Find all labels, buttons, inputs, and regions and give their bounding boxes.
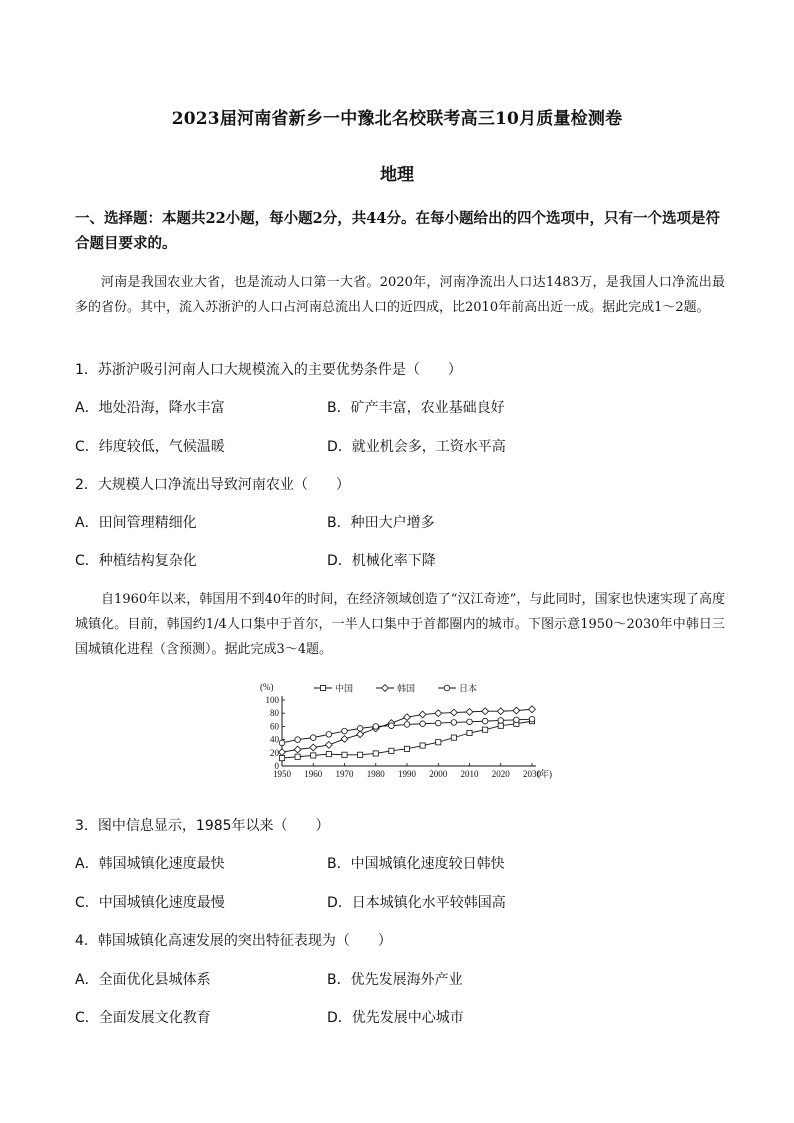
question-2-stem: 2．大规模人口净流出导致河南农业（ ） — [75, 477, 350, 493]
data-point-circle — [389, 723, 395, 729]
data-point-diamond — [294, 746, 301, 753]
y-tick-label: 40 — [270, 734, 279, 745]
data-point-diamond — [279, 749, 286, 756]
question-2-option-a[interactable]: A．田间管理精细化 — [75, 515, 197, 531]
x-tick-label: 1970 — [335, 769, 354, 779]
data-point-circle — [404, 722, 410, 728]
question-1-option-c[interactable]: C．纬度较低，气候温暖 — [75, 439, 225, 455]
data-point-circle — [467, 719, 473, 725]
question-4-option-a[interactable]: A．全面优化县城体系 — [75, 972, 211, 988]
data-point-square — [404, 746, 409, 751]
data-point-square — [451, 735, 456, 740]
subject-title: 地理 — [380, 165, 414, 185]
data-point-diamond — [310, 744, 317, 751]
y-tick-label: 20 — [270, 747, 279, 758]
question-3-stem: 3．图中信息显示，1985年以来（ ） — [75, 818, 330, 834]
x-axis-label: (年) — [537, 769, 552, 779]
section-heading: 一、选择题：本题共22小题，每小题2分，共44分。在每小题给出的四个选项中，只有一个选项是符合题目要求的。 — [75, 210, 720, 252]
x-tick-label: 1980 — [366, 769, 385, 779]
question-3-option-a[interactable]: A．韩国城镇化速度最快 — [75, 856, 225, 872]
data-point-square — [389, 748, 394, 753]
data-point-circle — [529, 716, 535, 722]
passage-2: 自1960年以来，韩国用不到40年的时间，在经济领域创造了“汉江奇迹”，与此同时，国家也快速实现了高度城镇化。目前，韩国约1/4人口集中于首尔，一半人口集中于首都圈内的城市。下图示意1950～2030年中韩日三国城镇化进程（含预测）。据此完成3～4题。 — [75, 592, 725, 657]
data-point-diamond — [325, 741, 332, 748]
data-point-square — [373, 751, 378, 756]
data-point-diamond — [450, 709, 457, 716]
y-tick-label: 0 — [274, 761, 279, 771]
data-point-diamond — [497, 708, 504, 715]
data-point-circle — [482, 718, 488, 724]
data-point-diamond — [404, 714, 411, 721]
x-tick-label: 2030 — [523, 769, 541, 779]
data-point-diamond — [341, 736, 348, 743]
data-point-square — [311, 753, 316, 758]
data-point-circle — [373, 724, 379, 730]
data-point-circle — [279, 740, 285, 746]
question-4-option-b[interactable]: B．优先发展海外产业 — [327, 972, 463, 988]
y-tick-label: 80 — [270, 708, 279, 719]
y-tick-label: 100 — [265, 695, 279, 705]
x-tick-label: 2010 — [460, 769, 479, 779]
x-tick-label: 2020 — [491, 769, 510, 779]
data-point-circle — [514, 717, 520, 723]
question-1-option-a[interactable]: A．地处沿海，降水丰富 — [75, 400, 225, 416]
data-point-circle — [342, 728, 348, 734]
question-1-option-d[interactable]: D．就业机会多，工资水平高 — [327, 439, 506, 455]
data-point-square — [436, 740, 441, 745]
legend-marker-diamond — [382, 685, 389, 692]
legend-marker-circle — [444, 685, 450, 691]
data-point-circle — [451, 720, 457, 726]
data-point-circle — [420, 721, 426, 727]
question-1-option-b[interactable]: B．矿产丰富，农业基础良好 — [327, 400, 505, 416]
data-point-circle — [357, 726, 363, 732]
x-tick-label: 2000 — [429, 769, 448, 779]
data-point-square — [279, 755, 284, 760]
y-axis-label: (%) — [260, 682, 274, 692]
data-point-square — [498, 723, 503, 728]
question-3-option-c[interactable]: C．中国城镇化速度最慢 — [75, 895, 225, 911]
legend-label: 韩国 — [397, 683, 416, 694]
question-4-option-d[interactable]: D．优先发展中心城市 — [327, 1010, 464, 1026]
legend-label: 中国 — [335, 683, 354, 694]
question-4-stem: 4．韩国城镇化高速发展的突出特征表现为（ ） — [75, 933, 392, 949]
x-tick-label: 1990 — [398, 769, 416, 779]
legend-marker-square — [320, 685, 325, 690]
data-point-diamond — [513, 707, 520, 714]
data-point-diamond — [529, 706, 536, 713]
question-4-option-c[interactable]: C．全面发展文化教育 — [75, 1010, 211, 1026]
data-point-square — [326, 752, 331, 757]
question-2-option-d[interactable]: D．机械化率下降 — [327, 553, 436, 569]
data-point-circle — [435, 720, 441, 726]
data-point-square — [295, 754, 300, 759]
data-point-diamond — [357, 731, 364, 738]
data-point-circle — [295, 737, 301, 743]
data-point-square — [467, 730, 472, 735]
y-tick-label: 60 — [270, 721, 279, 732]
data-point-circle — [326, 732, 332, 738]
document-title: 2023届河南省新乡一中豫北名校联考高三10月质量检测卷 — [171, 109, 623, 129]
data-point-diamond — [435, 710, 442, 717]
data-point-diamond — [482, 708, 489, 715]
x-tick-label: 1950 — [273, 769, 291, 779]
data-point-diamond — [419, 711, 426, 718]
legend-label: 日本 — [459, 683, 478, 694]
data-point-square — [420, 743, 425, 748]
data-point-square — [358, 752, 363, 757]
question-3-option-d[interactable]: D．日本城镇化水平较韩国高 — [327, 895, 506, 911]
question-2-option-c[interactable]: C．种植结构复杂化 — [75, 553, 197, 569]
data-point-diamond — [466, 708, 473, 715]
data-point-circle — [310, 735, 316, 741]
question-3-option-b[interactable]: B．中国城镇化速度较日韩快 — [327, 856, 505, 872]
urbanization-line-chart — [250, 678, 550, 798]
data-point-square — [342, 752, 347, 757]
urbanization-chart — [250, 678, 550, 798]
data-point-circle — [498, 718, 504, 724]
x-tick-label: 1960 — [304, 769, 323, 779]
question-1-stem: 1．苏浙沪吸引河南人口大规模流入的主要优势条件是（ ） — [75, 362, 462, 378]
data-point-square — [483, 727, 488, 732]
question-2-option-b[interactable]: B．种田大户增多 — [327, 515, 435, 531]
passage-1: 河南是我国农业大省，也是流动人口第一大省。2020年，河南净流出人口达1483万，是我国人口净流出最多的省份。其中，流入苏浙沪的人口占河南总流出人口的近四成，比2010年前高出近一成。据此完成1～2题。 — [75, 275, 725, 315]
